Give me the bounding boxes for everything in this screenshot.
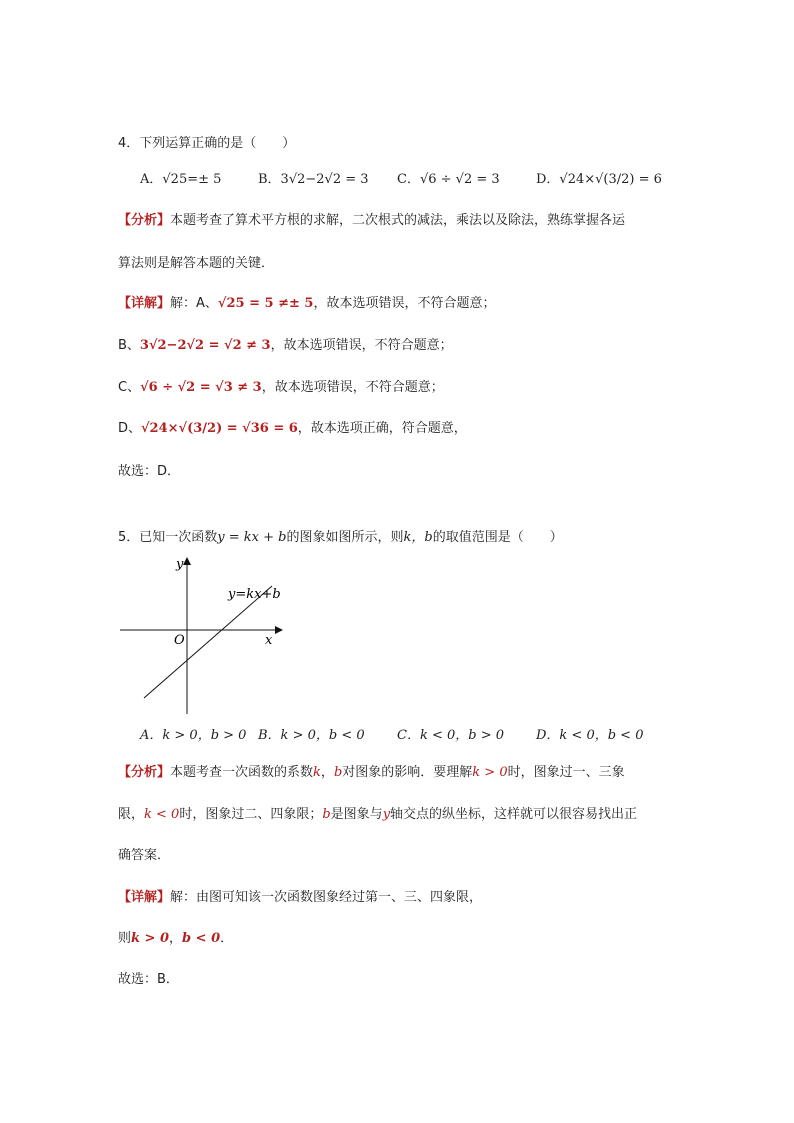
q5-question-mid: 的图象如图所示，则: [286, 530, 404, 545]
q5-analysis-line-1: [118, 763, 625, 783]
q4-option-d: D．√24×√(3/2) = 6: [536, 172, 662, 187]
q5-answer: 故选：B．: [118, 972, 179, 987]
q5-analysis-line-2: [118, 805, 637, 825]
q5-question-pre: 5．已知一次函数: [118, 530, 218, 545]
q5-detail-math: k > 0: [131, 931, 170, 946]
q4-detail-a-math: √25 = 5 ≠± 5: [217, 296, 314, 311]
q4-question: 4．下列运算正确的是（ ）: [118, 136, 296, 151]
q5-analysis-math: b: [333, 765, 343, 780]
q4-analysis-text-1: 本题考查了算术平方根的求解，二次根式的减法，乘法以及除法，熟练掌握各运: [170, 213, 626, 228]
q5-analysis-math: k: [313, 765, 321, 780]
q4-detail-a-text: ，故本选项错误，不符合题意；: [313, 296, 496, 311]
q5-option-a: A．k > 0，b > 0: [140, 728, 247, 743]
q5-question-math-2: k，b: [403, 530, 433, 545]
q5-analysis-text: ，: [320, 765, 334, 780]
q4-analysis-tag: 【分析】: [118, 213, 171, 228]
q5-analysis-math: y: [382, 807, 391, 822]
q4-option-b: B．3√2−2√2 = 3: [258, 172, 369, 187]
q5-analysis-math: k < 0: [144, 807, 180, 822]
q5-analysis-text: 轴交点的纵坐标，这样就可以很容易找出正: [390, 807, 638, 822]
q4-detail-tag: 【详解】: [118, 296, 171, 311]
q4-detail-d-math: √24×√(3/2) = √36 = 6: [141, 421, 298, 436]
q4-detail-c-math: √6 ÷ √2 = √3 ≠ 3: [140, 380, 262, 395]
q5-origin-label: O: [174, 633, 185, 648]
q4-detail-c: [118, 378, 444, 398]
q5-question: [118, 528, 563, 548]
q5-detail-text: ．: [220, 931, 234, 946]
q4-detail-b: [118, 336, 453, 356]
q5-analysis-text: 时，图象过二、四象限；: [179, 807, 323, 822]
q5-figure: [116, 552, 296, 722]
q5-analysis-line-3: 确答案．: [118, 848, 171, 863]
q4-detail-c-text: ，故本选项错误，不符合题意；: [261, 380, 444, 395]
q4-detail-a: [118, 294, 495, 314]
q4-detail-c-lead: C、: [118, 380, 141, 395]
q5-analysis-math: k > 0: [472, 765, 508, 780]
q4-detail-d: [118, 419, 467, 439]
q4-option-c: C．√6 ÷ √2 = 3: [397, 172, 500, 187]
q4-detail-d-text: ，故本选项正确，符合题意，: [297, 421, 467, 436]
q5-analysis-text: 对图象的影响．要理解: [342, 765, 473, 780]
q5-detail-line-1: [118, 888, 482, 908]
q5-analysis-math: b: [322, 807, 331, 822]
q5-option-c: C．k < 0，b > 0: [397, 728, 505, 743]
q5-question-post: 的取值范围是（ ）: [432, 530, 563, 545]
q5-detail-text-1: 解：由图可知该一次函数图象经过第一、三、四象限，: [170, 890, 483, 905]
q5-analysis-tag: 【分析】: [118, 765, 171, 780]
q5-function-line: [144, 586, 272, 698]
q5-question-math-1: y = kx + b: [217, 530, 287, 545]
q4-detail-b-math: 3√2−2√2 = √2 ≠ 3: [139, 338, 271, 353]
q4-detail-b-lead: B、: [118, 338, 140, 353]
q5-analysis-text: 时，图象过一、三象: [507, 765, 625, 780]
q5-option-b: B．k > 0，b < 0: [258, 728, 365, 743]
q5-detail-text: ，: [169, 931, 183, 946]
q4-answer: 故选：D．: [118, 464, 181, 479]
q4-analysis-line-1: [118, 211, 625, 231]
q5-detail-line-2: [118, 929, 233, 949]
q5-analysis-text: 本题考查一次函数的系数: [170, 765, 314, 780]
q4-detail-d-lead: D、: [118, 421, 142, 436]
q5-detail-text: 则: [118, 931, 132, 946]
q5-analysis-text: 是图象与: [330, 807, 383, 822]
q4-detail-b-text: ，故本选项错误，不符合题意；: [270, 338, 453, 353]
q5-x-axis-label: x: [265, 633, 273, 648]
q4-detail-a-lead: 解：A、: [170, 296, 218, 311]
q5-detail-math: b < 0: [182, 931, 221, 946]
q5-analysis-text: 限，: [118, 807, 145, 822]
q5-detail-tag: 【详解】: [118, 890, 171, 905]
q4-analysis-line-2: 算法则是解答本题的关键．: [118, 256, 275, 271]
q4-option-a: A．√25=± 5: [140, 172, 222, 187]
q5-option-d: D．k < 0，b < 0: [536, 728, 644, 743]
q5-line-label: y=kx+b: [228, 587, 281, 602]
q5-y-axis-label: y: [176, 557, 184, 572]
